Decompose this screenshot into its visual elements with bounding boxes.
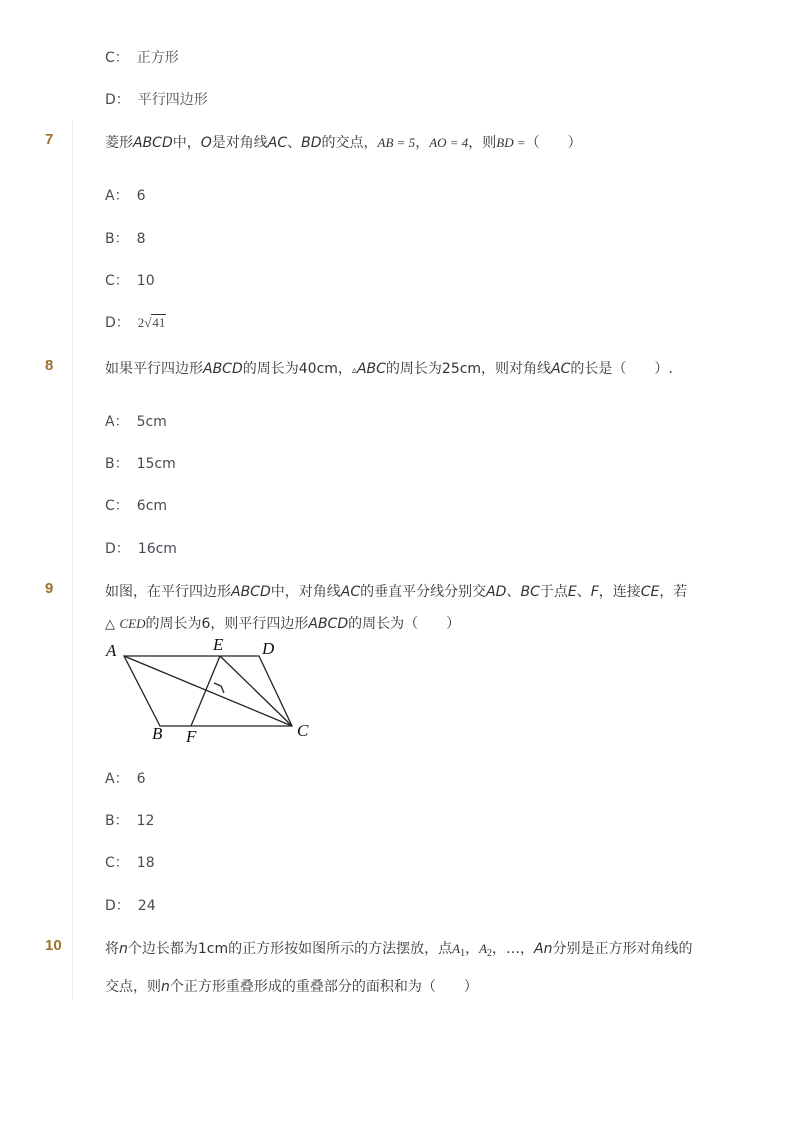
question-7-stem: 菱形ABCD中，O是对角线AC、BD的交点，AB = 5，AO = 4，则BD =（ ）: [105, 135, 582, 151]
q8-option-a[interactable]: A： 5cm: [105, 414, 167, 430]
q9-option-d[interactable]: D： 24: [105, 898, 156, 914]
question-10-stem-line1: 将n个边长都为1cm的正方形按如图所示的方法摆放，点$A_1$，$A_2$，…，An分别是正方形对角线的: [105, 941, 693, 959]
option-value: 平行四边形: [137, 92, 208, 108]
label-a: A: [106, 641, 117, 660]
diagonal-ac: [124, 656, 292, 726]
label-c: C: [297, 721, 309, 740]
option-value: 正方形: [136, 50, 179, 66]
q8-option-d[interactable]: D： 16cm: [105, 541, 177, 557]
label-f: F: [186, 727, 197, 746]
question-number-7: 7: [45, 131, 54, 148]
question-8-stem: 如果平行四边形ABCD的周长为40cm，▵ABC的周长为25cm，则对角线AC的长是（ ）.: [105, 361, 673, 377]
q7-option-b[interactable]: B： 8: [105, 231, 146, 247]
q7-option-a[interactable]: A： 6: [105, 188, 146, 204]
q8-option-c[interactable]: C： 6cm: [105, 498, 168, 514]
question-number-9: 9: [45, 580, 54, 597]
parallelogram-figure: [100, 636, 320, 746]
q9-option-a[interactable]: A： 6: [105, 771, 146, 787]
q6-option-d[interactable]: [105, 89, 208, 109]
left-divider: [72, 120, 73, 1000]
segment-ce: [220, 656, 292, 726]
right-angle-mark: [214, 683, 224, 693]
question-10-stem-line2: 交点，则n个正方形重叠形成的重叠部分的面积和为（ ）: [105, 979, 478, 995]
q6-option-c[interactable]: [105, 47, 179, 67]
question-9-stem-line1: 如图，在平行四边形ABCD中，对角线AC的垂直平分线分别交AD、BC于点E、F，连接CE，若: [105, 584, 688, 600]
perpendicular-bisector-ef: [191, 656, 220, 726]
option-label: D：: [105, 92, 130, 108]
question-9-stem-line2: △ CED的周长为6，则平行四边形ABCD的周长为（ ）: [105, 616, 461, 632]
q9-option-b[interactable]: B： 12: [105, 813, 155, 829]
q8-option-b[interactable]: B： 15cm: [105, 456, 176, 472]
label-b: B: [152, 724, 163, 743]
q7-option-c[interactable]: C： 10: [105, 273, 155, 289]
label-e: E: [213, 636, 224, 654]
sqrt-expression: 2√41: [137, 315, 166, 330]
question-number-8: 8: [45, 357, 54, 374]
q9-option-c[interactable]: C： 18: [105, 855, 155, 871]
question-number-10: 10: [45, 937, 62, 954]
q7-option-d[interactable]: D： 2√41: [105, 315, 166, 331]
label-d: D: [262, 639, 275, 658]
option-label: C：: [105, 50, 129, 66]
